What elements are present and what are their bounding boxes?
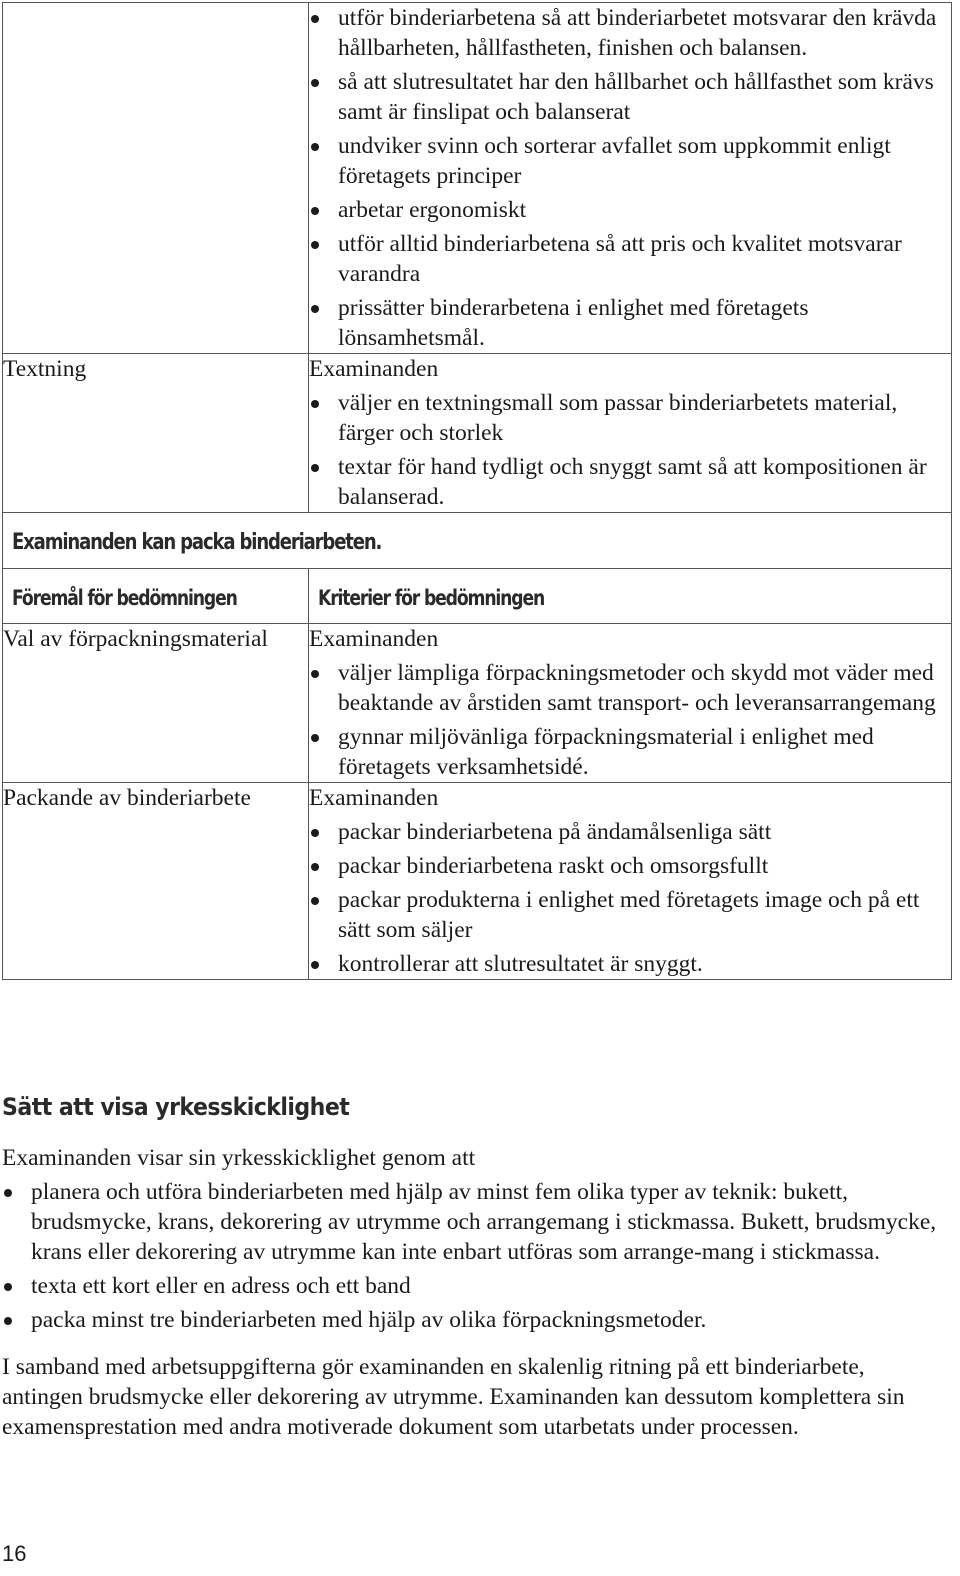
list-item: så att slutresultatet har den hållbarhet och hållfasthet som krävs samt är finslipat och balanserat — [309, 67, 951, 127]
column-header-text: Kriterier för bedömningen — [318, 586, 545, 610]
list-item: kontrollerar att slutresultatet är snyggt. — [309, 949, 951, 979]
column-header-criteria — [309, 569, 952, 624]
list-item: textar för hand tydligt och snyggt samt så att kompositionen är balanserad. — [309, 452, 951, 512]
list-item: utför binderiarbetena så att binderiarbetet motsvarar den krävda hållbarheten, hållfastheten, finishen och balansen. — [309, 3, 951, 63]
list-item: gynnar miljövänliga förpackningsmaterial i enlighet med företagets verksamhetsidé. — [309, 722, 951, 782]
table-row — [3, 783, 952, 980]
column-header-text: Föremål för bedömningen — [12, 586, 237, 610]
section-heading-cell — [3, 513, 952, 569]
skill-paragraph: I samband med arbetsuppgifterna gör examinanden en skalenlig ritning på ett binderiarbete, antingen brudsmycke eller dekorering av utrymme. Examinanden kan dessutom komplettera sin examensprestation med andra motiverade dokument som utarbetats under processen. — [2, 1354, 905, 1440]
list-item: packa minst tre binderiarbeten med hjälp av olika förpackningsmetoder. — [2, 1305, 947, 1335]
row-criteria — [309, 624, 952, 783]
list-item: packar binderiarbetena på ändamålsenliga sätt — [309, 817, 951, 847]
skill-heading: Sätt att visa yrkesskicklighet — [2, 1093, 350, 1121]
criteria-intro: Examinanden — [309, 626, 439, 652]
row-criteria — [309, 3, 952, 354]
criteria-intro: Examinanden — [309, 356, 439, 382]
skill-heading-wrap — [2, 1092, 947, 1123]
criteria-list — [309, 3, 951, 353]
list-item: prissätter binderarbetena i enlighet med företagets lönsamhetsmål. — [309, 293, 951, 353]
row-label: Textning — [3, 354, 309, 513]
table-row — [3, 354, 952, 513]
row-criteria — [309, 354, 952, 513]
criteria-list — [309, 658, 951, 782]
list-item: väljer en textningsmall som passar binderiarbetets material, färger och storlek — [309, 388, 951, 448]
list-item: arbetar ergonomiskt — [309, 195, 951, 225]
list-item: utför alltid binderiarbetena så att pris och kvalitet motsvarar varandra — [309, 229, 951, 289]
criteria-list — [309, 388, 951, 512]
criteria-intro: Examinanden — [309, 785, 439, 811]
skill-section — [2, 1092, 947, 1442]
list-item: undviker svinn och sorterar avfallet som uppkommit enligt företagets principer — [309, 131, 951, 191]
criteria-list — [309, 817, 951, 979]
table-row — [3, 513, 952, 569]
skill-list — [2, 1177, 947, 1335]
table-row — [3, 3, 952, 354]
list-item: väljer lämpliga förpackningsmetoder och skydd mot väder med beaktande av årstiden samt transport- och leveransarrangemang — [309, 658, 951, 718]
row-label: Val av förpackningsmaterial — [3, 624, 309, 783]
list-item: texta ett kort eller en adress och ett band — [2, 1271, 947, 1301]
list-item: planera och utföra binderiarbeten med hjälp av minst fem olika typer av teknik: bukett, brudsmycke, krans, dekorering av utrymme och arrangemang i stickmassa. Bukett, brudsmycke, krans eller dekorering av utrymme kan inte enbart utföras som arrange-mang i stickmassa. — [2, 1177, 947, 1267]
column-header-subject — [3, 569, 309, 624]
row-label: Packande av binderiarbete — [3, 783, 309, 980]
skill-intro: Examinanden visar sin yrkesskicklighet genom att — [2, 1145, 476, 1171]
table-header-row — [3, 569, 952, 624]
table-row — [3, 624, 952, 783]
list-item: packar produkterna i enlighet med företagets image och på ett sätt som säljer — [309, 885, 951, 945]
section-heading: Examinanden kan packa binderiarbeten. — [12, 530, 382, 555]
page-number: 16 — [2, 1541, 27, 1566]
list-item: packar binderiarbetena raskt och omsorgsfullt — [309, 851, 951, 881]
row-criteria — [309, 783, 952, 980]
row-label — [3, 3, 309, 354]
criteria-table-top — [2, 2, 952, 980]
